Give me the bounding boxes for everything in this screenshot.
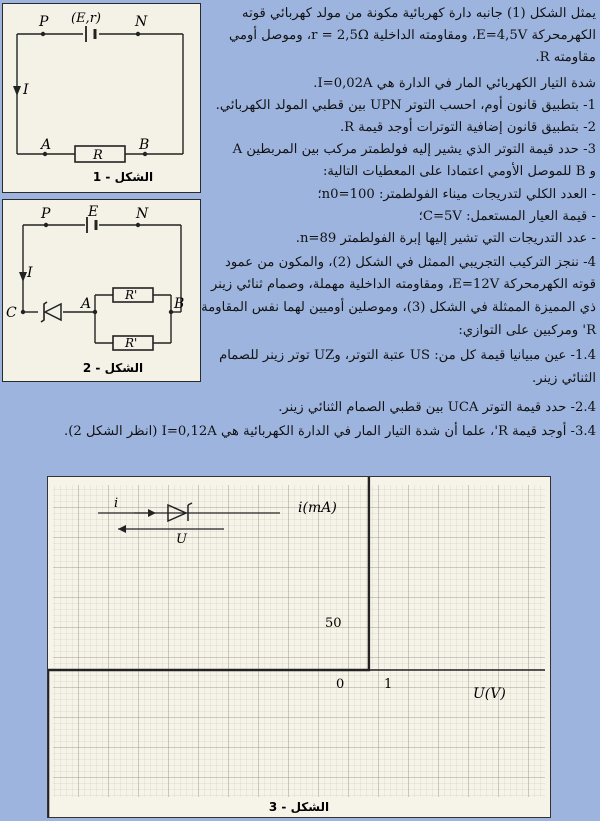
label-generator: (E,r) [71,11,101,26]
paragraph-line: 1.4- عين مبيانيا قيمة كل من: US عتبة التوتر، وUZ توتر زينر للصمام [219,348,596,363]
label-b: B [174,296,185,312]
zener-characteristic-chart [48,477,550,817]
figure-1-diagram [3,4,200,192]
y-axis-label: i(mA) [298,500,337,516]
label-c: C [6,305,17,321]
current-arrow-icon [19,272,27,282]
figure-2-caption: الشكل - 2 [82,361,144,375]
zener-diode-icon [41,302,61,322]
paragraph-line: الثنائي زينر. [532,371,596,386]
label-i: I [27,265,33,281]
paragraph-line: 3- حدد قيمة التوتر الذي يشير إليه فولطمتر مركب بين المربطين A [232,142,596,157]
label-p: P [41,206,51,222]
paragraph-line: - العدد الكلي لتدريجات ميناء الفولطمتر: n0=100؛ [317,187,596,202]
figure-1 [2,3,201,193]
paragraph-line: و B للموصل الأومي اعتمادا على المعطيات التالية: [322,164,596,179]
label-a: A [41,137,52,153]
x-tick-zero-label: 0 [336,677,345,692]
paragraph-line: 2.4- حدد قيمة التوتر UCA بين قطبي الصمام الثنائي زينر. [278,400,596,415]
figure-3-caption: الشكل - 3 [268,800,330,814]
paragraph-line: 4- ننجز التركيب التجريبي الممثل في الشكل (2)، والمكون من عمود [224,255,596,270]
paragraph-line: 2- بتطبيق قانون إضافية التوترات أوجد قيمة R. [339,120,596,135]
paragraph-line: يمثل الشكل (1) جانبه دارة كهربائية مكونة من مولد كهربائي قوته [242,6,596,21]
paragraph-line: قوته الكهرمحركة E=12V، ومقاومته الداخلية مهملة، وصمام ثنائي زينر [210,277,596,292]
y-tick-label: 50 [325,616,342,631]
paragraph-line: مقاومته R. [535,50,596,65]
label-r-prime-top: R' [125,288,138,302]
label-e: E [88,204,99,220]
paragraph-line: 1- بتطبيق قانون أوم، احسب التوتر UPN بين قطبي المولد الكهربائي. [215,98,596,113]
figure-1-caption: الشكل - 1 [92,170,154,184]
grid [53,485,545,797]
x-tick-one-label: 1 [384,677,393,692]
figure-3 [47,476,551,818]
legend-u-label: U [176,532,187,547]
label-r-prime-bottom: R' [125,336,138,350]
label-r: R [93,148,103,163]
paragraph-line: - قيمة العيار المستعمل: C=5V؛ [418,209,596,224]
paragraph-line: R' ومركبين على التوازي: [458,323,596,338]
paragraph-line: ذي المميزة الممثلة في الشكل (3)، وموصلين أوميين لهما نفس المقاومة [201,300,596,315]
paragraph-line: - عدد التدريجات التي تشير إليها إبرة الفولطمتر n=89. [295,231,596,246]
label-b: B [139,137,150,153]
x-axis-label: U(V) [473,686,506,702]
label-i: I [23,82,29,98]
label-p: P [39,14,49,30]
current-arrow-icon [13,86,21,96]
paragraph-line: 3.4- أوجد قيمة R'، علما أن شدة التيار المار في الدارة الكهربائية هي I=0,12A (انظر الشكل 2). [64,424,596,439]
paragraph-line: الكهرمحركة E=4,5V، ومقاومته الداخلية r = 2,5Ω، وموصل أومي [228,28,596,43]
paragraph-line: شدة التيار الكهربائي المار في الدارة هي I=0,02A. [313,76,596,91]
figure-2-diagram [3,200,200,381]
legend-i-label: i [114,496,119,511]
label-a: A [81,296,92,312]
label-n: N [135,14,148,30]
label-n: N [136,206,149,222]
figure-2 [2,199,201,382]
